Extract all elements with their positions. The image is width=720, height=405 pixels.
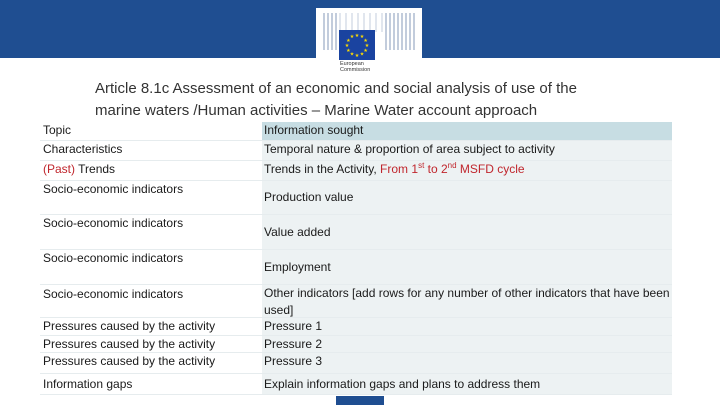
table-row [40,285,672,318]
cycle-label: MSFD cycle [456,162,525,176]
eu-flag-icon [339,30,375,60]
table-row [40,181,672,215]
row-information: Temporal nature & proportion of area subject to activity [262,141,672,161]
table-row [40,353,672,374]
cycle-from-ordinal: st [418,161,425,170]
cycle-to: to 2 [424,162,448,176]
eu-flag-star-icon: ★ [364,42,370,49]
table-row [40,336,672,353]
row-information: Production value [262,181,672,215]
eu-flag-star-icon: ★ [346,47,351,54]
row-information: Value added [262,215,672,250]
header-information-sought: Information sought [262,122,672,141]
row-topic: Socio-economic indicators [43,182,184,196]
logo-wordmark [340,61,400,73]
table-row [40,161,672,181]
header-topic: Topic [43,123,72,137]
cycle-to-ordinal: nd [447,161,457,170]
eu-flag-star-icon: ★ [346,37,351,44]
table-row [40,250,672,285]
row-information: Explain information gaps and plans to address them [262,374,672,395]
eu-flag-star-icon: ★ [349,51,355,58]
table-row [40,318,672,336]
logo-line-1: European [340,61,364,67]
table-header-row [40,122,672,141]
row-information: Other indicators [add rows for any number of other indicators that have been used] [262,285,672,318]
eu-flag-star-icon: ★ [354,52,360,59]
eu-flag-star-icon: ★ [363,37,368,44]
row-information: Pressure 1 [262,318,672,336]
eu-flag-star-icon: ★ [349,34,355,41]
row-topic: Pressures caused by the activity [43,337,216,351]
bottom-tab-decoration [336,396,384,405]
row-topic: Pressures caused by the activity [43,354,216,368]
eu-flag-star-icon: ★ [344,42,350,49]
eu-flag-star-icon: ★ [359,51,365,58]
past-qualifier: (Past) [43,162,76,176]
eu-flag-star-icon: ★ [363,47,368,54]
table-row [40,215,672,250]
row-topic: Pressures caused by the activity [43,319,216,333]
trends-label: Trends [75,162,116,176]
row-topic: Socio-economic indicators [43,287,184,301]
page-title-line-2: marine waters /Human activities – Marine Water account approach [95,102,538,119]
european-commission-logo [316,8,422,78]
row-information: Employment [262,250,672,285]
cycle-from: From 1 [380,162,419,176]
trends-prefix: Trends in the Activity, [264,162,381,176]
table-row [40,141,672,161]
row-topic: Socio-economic indicators [43,251,184,265]
row-topic: Socio-economic indicators [43,216,184,230]
row-information [262,161,672,181]
information-table [40,122,672,395]
row-information: Pressure 2 [262,336,672,353]
eu-flag-star-icon: ★ [359,34,365,41]
page-title-line-1: Article 8.1c Assessment of an economic and social analysis of use of the [95,80,577,97]
row-topic [40,161,262,181]
table-row [40,374,672,395]
logo-line-2: Commission [340,67,371,73]
page-title [95,78,695,122]
eu-flag-star-icon: ★ [354,32,360,39]
row-topic: Characteristics [43,142,123,156]
row-information: Pressure 3 [262,353,672,374]
row-topic: Information gaps [43,377,133,391]
